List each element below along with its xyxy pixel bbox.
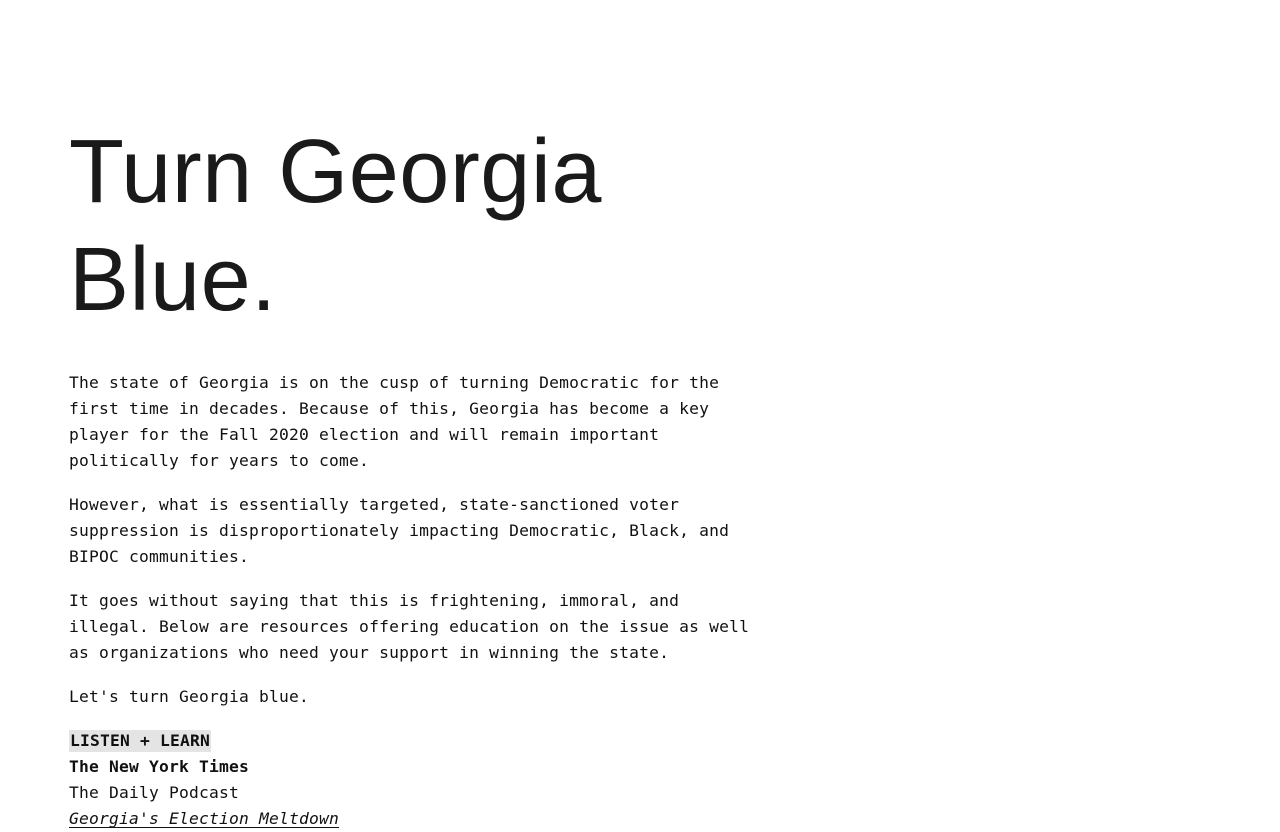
section-label-listen-learn: LISTEN + LEARN bbox=[70, 731, 211, 750]
intro-paragraph: However, what is essentially targeted, state-sanctioned voter suppression is disproportionately impacting Democratic, Black, and BIPOC communities. bbox=[69, 495, 730, 566]
resource-source: The New York Times bbox=[69, 757, 250, 776]
resource-name: The Daily Podcast bbox=[69, 783, 240, 802]
intro-paragraph: It goes without saying that this is frightening, immoral, and illegal. Below are resources offering education on the issue as well as organizations who need your support in winning the state. bbox=[69, 591, 750, 662]
headline-line-2: Blue. bbox=[69, 230, 277, 330]
intro-paragraph: The state of Georgia is on the cusp of turning Democratic for the first time in decades. Because of this, Georgia has become a key player for the Fall 2020 election and will remain important politically for years to come. bbox=[69, 373, 720, 470]
resource-item bbox=[69, 754, 769, 832]
resources-section bbox=[69, 728, 769, 832]
intro-body bbox=[69, 370, 769, 832]
headline-line-1: Turn Georgia bbox=[69, 122, 602, 222]
main-content bbox=[69, 118, 769, 832]
closing-paragraph: Let's turn Georgia blue. bbox=[69, 687, 310, 706]
resource-link[interactable]: Georgia's Election Meltdown bbox=[69, 809, 340, 828]
page-headline bbox=[69, 118, 769, 334]
